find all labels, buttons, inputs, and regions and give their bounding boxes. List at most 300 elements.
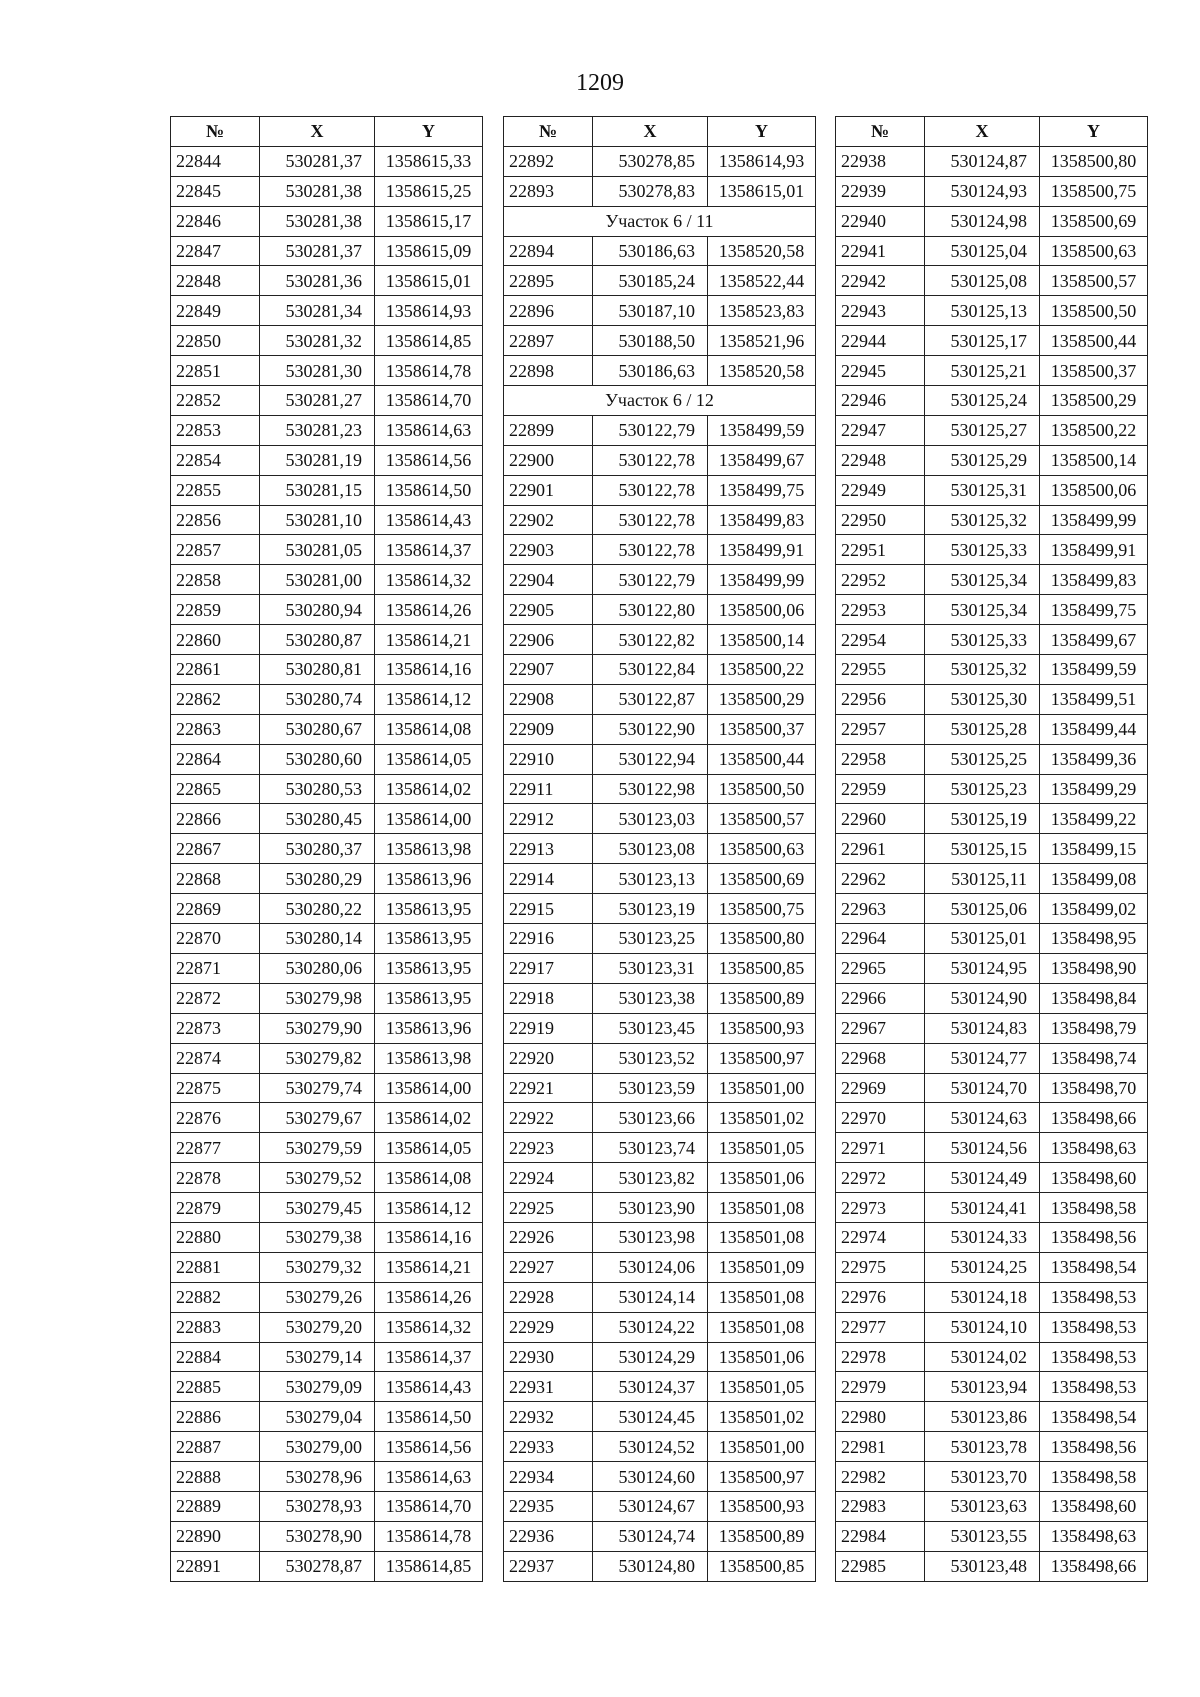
point-number-cell: 22862 <box>171 684 260 714</box>
table-row <box>504 625 816 655</box>
point-number-cell: 22878 <box>171 1163 260 1193</box>
x-coordinate-cell: 530124,14 <box>593 1282 708 1312</box>
point-number-cell: 22924 <box>504 1163 593 1193</box>
y-coordinate-cell: 1358498,54 <box>1040 1252 1148 1282</box>
y-coordinate-cell: 1358500,37 <box>708 714 816 744</box>
table-row <box>836 1372 1148 1402</box>
table-row <box>836 1222 1148 1252</box>
table-row <box>504 326 816 356</box>
y-coordinate-cell: 1358614,32 <box>375 565 483 595</box>
x-coordinate-cell: 530124,74 <box>593 1521 708 1551</box>
table-row <box>504 864 816 894</box>
y-coordinate-cell: 1358614,85 <box>375 326 483 356</box>
y-coordinate-cell: 1358500,14 <box>708 625 816 655</box>
y-coordinate-cell: 1358500,57 <box>1040 266 1148 296</box>
x-coordinate-cell: 530125,34 <box>925 565 1040 595</box>
point-number-cell: 22979 <box>836 1372 925 1402</box>
x-coordinate-cell: 530124,49 <box>925 1163 1040 1193</box>
column-header-number: № <box>171 117 260 147</box>
x-coordinate-cell: 530122,79 <box>593 415 708 445</box>
x-coordinate-cell: 530124,02 <box>925 1342 1040 1372</box>
x-coordinate-cell: 530280,22 <box>260 894 375 924</box>
point-number-cell: 22964 <box>836 924 925 954</box>
point-number-cell: 22900 <box>504 445 593 475</box>
table-row <box>836 1133 1148 1163</box>
point-number-cell: 22931 <box>504 1372 593 1402</box>
y-coordinate-cell: 1358498,60 <box>1040 1163 1148 1193</box>
y-coordinate-cell: 1358614,37 <box>375 1342 483 1372</box>
y-coordinate-cell: 1358500,75 <box>1040 176 1148 206</box>
y-coordinate-cell: 1358501,00 <box>708 1432 816 1462</box>
y-coordinate-cell: 1358500,22 <box>1040 415 1148 445</box>
table-row <box>504 1282 816 1312</box>
point-number-cell: 22957 <box>836 714 925 744</box>
x-coordinate-cell: 530281,30 <box>260 356 375 386</box>
table-row <box>504 744 816 774</box>
point-number-cell: 22938 <box>836 146 925 176</box>
point-number-cell: 22932 <box>504 1402 593 1432</box>
x-coordinate-cell: 530124,77 <box>925 1043 1040 1073</box>
table-row <box>504 1043 816 1073</box>
point-number-cell: 22943 <box>836 296 925 326</box>
point-number-cell: 22978 <box>836 1342 925 1372</box>
x-coordinate-cell: 530124,41 <box>925 1193 1040 1223</box>
y-coordinate-cell: 1358614,93 <box>375 296 483 326</box>
y-coordinate-cell: 1358498,54 <box>1040 1402 1148 1432</box>
table-row <box>171 804 483 834</box>
y-coordinate-cell: 1358500,06 <box>708 595 816 625</box>
table-row <box>836 1073 1148 1103</box>
x-coordinate-cell: 530125,31 <box>925 475 1040 505</box>
point-number-cell: 22868 <box>171 864 260 894</box>
table-row <box>836 1342 1148 1372</box>
y-coordinate-cell: 1358614,93 <box>708 146 816 176</box>
x-coordinate-cell: 530123,55 <box>925 1521 1040 1551</box>
y-coordinate-cell: 1358500,93 <box>708 1491 816 1521</box>
column-header-y: Y <box>1040 117 1148 147</box>
point-number-cell: 22966 <box>836 983 925 1013</box>
y-coordinate-cell: 1358615,01 <box>708 176 816 206</box>
point-number-cell: 22877 <box>171 1133 260 1163</box>
x-coordinate-cell: 530125,23 <box>925 774 1040 804</box>
table-row <box>836 1462 1148 1492</box>
y-coordinate-cell: 1358501,02 <box>708 1402 816 1432</box>
table-row <box>171 983 483 1013</box>
point-number-cell: 22855 <box>171 475 260 505</box>
y-coordinate-cell: 1358614,16 <box>375 1222 483 1252</box>
point-number-cell: 22941 <box>836 236 925 266</box>
table-row <box>171 1103 483 1133</box>
point-number-cell: 22896 <box>504 296 593 326</box>
point-number-cell: 22875 <box>171 1073 260 1103</box>
x-coordinate-cell: 530124,67 <box>593 1491 708 1521</box>
x-coordinate-cell: 530123,82 <box>593 1163 708 1193</box>
section-title: Участок 6 / 11 <box>504 206 816 236</box>
y-coordinate-cell: 1358614,50 <box>375 1402 483 1432</box>
table-row <box>836 804 1148 834</box>
point-number-cell: 22870 <box>171 924 260 954</box>
point-number-cell: 22879 <box>171 1193 260 1223</box>
point-number-cell: 22905 <box>504 595 593 625</box>
y-coordinate-cell: 1358614,63 <box>375 415 483 445</box>
table-row <box>171 565 483 595</box>
y-coordinate-cell: 1358500,89 <box>708 1521 816 1551</box>
point-number-cell: 22950 <box>836 505 925 535</box>
point-number-cell: 22859 <box>171 595 260 625</box>
table-row <box>504 535 816 565</box>
y-coordinate-cell: 1358615,09 <box>375 236 483 266</box>
y-coordinate-cell: 1358500,06 <box>1040 475 1148 505</box>
x-coordinate-cell: 530124,80 <box>593 1551 708 1581</box>
point-number-cell: 22963 <box>836 894 925 924</box>
x-coordinate-cell: 530123,90 <box>593 1193 708 1223</box>
y-coordinate-cell: 1358499,22 <box>1040 804 1148 834</box>
table-row <box>504 236 816 266</box>
table-row <box>504 1013 816 1043</box>
y-coordinate-cell: 1358523,83 <box>708 296 816 326</box>
y-coordinate-cell: 1358500,80 <box>708 924 816 954</box>
point-number-cell: 22935 <box>504 1491 593 1521</box>
table-row <box>171 1432 483 1462</box>
point-number-cell: 22919 <box>504 1013 593 1043</box>
table-row <box>171 1013 483 1043</box>
table-row <box>836 1103 1148 1133</box>
y-coordinate-cell: 1358614,12 <box>375 1193 483 1223</box>
point-number-cell: 22922 <box>504 1103 593 1133</box>
y-coordinate-cell: 1358501,08 <box>708 1193 816 1223</box>
point-number-cell: 22899 <box>504 415 593 445</box>
y-coordinate-cell: 1358499,75 <box>708 475 816 505</box>
table-row <box>504 804 816 834</box>
x-coordinate-cell: 530278,93 <box>260 1491 375 1521</box>
y-coordinate-cell: 1358520,58 <box>708 236 816 266</box>
y-coordinate-cell: 1358500,44 <box>708 744 816 774</box>
y-coordinate-cell: 1358614,43 <box>375 505 483 535</box>
x-coordinate-cell: 530123,98 <box>593 1222 708 1252</box>
x-coordinate-cell: 530281,05 <box>260 535 375 565</box>
y-coordinate-cell: 1358500,29 <box>1040 386 1148 416</box>
x-coordinate-cell: 530124,93 <box>925 176 1040 206</box>
table-row <box>836 1432 1148 1462</box>
y-coordinate-cell: 1358500,80 <box>1040 146 1148 176</box>
point-number-cell: 22939 <box>836 176 925 206</box>
point-number-cell: 22976 <box>836 1282 925 1312</box>
y-coordinate-cell: 1358499,99 <box>1040 505 1148 535</box>
x-coordinate-cell: 530125,32 <box>925 655 1040 685</box>
table-row <box>504 1133 816 1163</box>
x-coordinate-cell: 530279,00 <box>260 1432 375 1462</box>
x-coordinate-cell: 530279,38 <box>260 1222 375 1252</box>
y-coordinate-cell: 1358500,93 <box>708 1013 816 1043</box>
y-coordinate-cell: 1358498,53 <box>1040 1342 1148 1372</box>
y-coordinate-cell: 1358614,63 <box>375 1462 483 1492</box>
y-coordinate-cell: 1358613,96 <box>375 864 483 894</box>
x-coordinate-cell: 530125,24 <box>925 386 1040 416</box>
table-row <box>836 834 1148 864</box>
x-coordinate-cell: 530280,74 <box>260 684 375 714</box>
table-row <box>836 386 1148 416</box>
x-coordinate-cell: 530280,60 <box>260 744 375 774</box>
y-coordinate-cell: 1358498,58 <box>1040 1193 1148 1223</box>
y-coordinate-cell: 1358498,56 <box>1040 1432 1148 1462</box>
y-coordinate-cell: 1358499,91 <box>1040 535 1148 565</box>
y-coordinate-cell: 1358500,69 <box>708 864 816 894</box>
y-coordinate-cell: 1358614,21 <box>375 625 483 655</box>
coordinates-table-2 <box>503 116 816 1582</box>
point-number-cell: 22895 <box>504 266 593 296</box>
table-row <box>504 475 816 505</box>
point-number-cell: 22947 <box>836 415 925 445</box>
x-coordinate-cell: 530280,67 <box>260 714 375 744</box>
point-number-cell: 22956 <box>836 684 925 714</box>
column-header-x: X <box>593 117 708 147</box>
section-row <box>504 206 816 236</box>
y-coordinate-cell: 1358499,59 <box>708 415 816 445</box>
table-row <box>504 146 816 176</box>
x-coordinate-cell: 530279,82 <box>260 1043 375 1073</box>
x-coordinate-cell: 530125,17 <box>925 326 1040 356</box>
point-number-cell: 22893 <box>504 176 593 206</box>
point-number-cell: 22858 <box>171 565 260 595</box>
y-coordinate-cell: 1358615,33 <box>375 146 483 176</box>
y-coordinate-cell: 1358498,53 <box>1040 1282 1148 1312</box>
table-row <box>836 864 1148 894</box>
y-coordinate-cell: 1358500,97 <box>708 1462 816 1492</box>
table-row <box>171 535 483 565</box>
table-row <box>504 1551 816 1581</box>
point-number-cell: 22968 <box>836 1043 925 1073</box>
table-row <box>171 924 483 954</box>
y-coordinate-cell: 1358501,05 <box>708 1372 816 1402</box>
x-coordinate-cell: 530281,10 <box>260 505 375 535</box>
table-row <box>171 1163 483 1193</box>
y-coordinate-cell: 1358500,44 <box>1040 326 1148 356</box>
y-coordinate-cell: 1358614,12 <box>375 684 483 714</box>
x-coordinate-cell: 530122,78 <box>593 505 708 535</box>
table-row <box>504 983 816 1013</box>
x-coordinate-cell: 530124,45 <box>593 1402 708 1432</box>
x-coordinate-cell: 530124,25 <box>925 1252 1040 1282</box>
x-coordinate-cell: 530279,45 <box>260 1193 375 1223</box>
table-row <box>836 1163 1148 1193</box>
table-row <box>836 445 1148 475</box>
table-row <box>504 1342 816 1372</box>
y-coordinate-cell: 1358613,98 <box>375 1043 483 1073</box>
x-coordinate-cell: 530125,34 <box>925 595 1040 625</box>
y-coordinate-cell: 1358614,78 <box>375 356 483 386</box>
table-row <box>504 924 816 954</box>
x-coordinate-cell: 530124,29 <box>593 1342 708 1372</box>
table-row <box>836 744 1148 774</box>
table-row <box>836 356 1148 386</box>
table-row <box>836 326 1148 356</box>
y-coordinate-cell: 1358613,95 <box>375 894 483 924</box>
x-coordinate-cell: 530124,52 <box>593 1432 708 1462</box>
table-row <box>171 834 483 864</box>
point-number-cell: 22927 <box>504 1252 593 1282</box>
point-number-cell: 22913 <box>504 834 593 864</box>
table-row <box>836 505 1148 535</box>
table-row <box>836 565 1148 595</box>
table-row <box>171 296 483 326</box>
x-coordinate-cell: 530281,27 <box>260 386 375 416</box>
y-coordinate-cell: 1358615,17 <box>375 206 483 236</box>
x-coordinate-cell: 530124,90 <box>925 983 1040 1013</box>
point-number-cell: 22915 <box>504 894 593 924</box>
table-row <box>171 1551 483 1581</box>
y-coordinate-cell: 1358520,58 <box>708 356 816 386</box>
point-number-cell: 22912 <box>504 804 593 834</box>
x-coordinate-cell: 530281,34 <box>260 296 375 326</box>
point-number-cell: 22962 <box>836 864 925 894</box>
y-coordinate-cell: 1358500,75 <box>708 894 816 924</box>
y-coordinate-cell: 1358500,63 <box>708 834 816 864</box>
x-coordinate-cell: 530124,06 <box>593 1252 708 1282</box>
x-coordinate-cell: 530124,56 <box>925 1133 1040 1163</box>
y-coordinate-cell: 1358614,21 <box>375 1252 483 1282</box>
y-coordinate-cell: 1358499,51 <box>1040 684 1148 714</box>
table-row <box>836 983 1148 1013</box>
point-number-cell: 22898 <box>504 356 593 386</box>
table-row <box>171 1282 483 1312</box>
x-coordinate-cell: 530124,98 <box>925 206 1040 236</box>
column-header-number: № <box>836 117 925 147</box>
y-coordinate-cell: 1358614,05 <box>375 744 483 774</box>
point-number-cell: 22948 <box>836 445 925 475</box>
point-number-cell: 22952 <box>836 565 925 595</box>
y-coordinate-cell: 1358614,08 <box>375 714 483 744</box>
x-coordinate-cell: 530124,33 <box>925 1222 1040 1252</box>
table-row <box>504 1163 816 1193</box>
y-coordinate-cell: 1358499,29 <box>1040 774 1148 804</box>
x-coordinate-cell: 530281,23 <box>260 415 375 445</box>
column-header-y: Y <box>375 117 483 147</box>
x-coordinate-cell: 530123,63 <box>925 1491 1040 1521</box>
x-coordinate-cell: 530123,59 <box>593 1073 708 1103</box>
x-coordinate-cell: 530123,45 <box>593 1013 708 1043</box>
y-coordinate-cell: 1358522,44 <box>708 266 816 296</box>
point-number-cell: 22983 <box>836 1491 925 1521</box>
point-number-cell: 22926 <box>504 1222 593 1252</box>
table-row <box>171 386 483 416</box>
y-coordinate-cell: 1358614,02 <box>375 1103 483 1133</box>
y-coordinate-cell: 1358501,06 <box>708 1163 816 1193</box>
point-number-cell: 22971 <box>836 1133 925 1163</box>
column-header-y: Y <box>708 117 816 147</box>
y-coordinate-cell: 1358615,01 <box>375 266 483 296</box>
table-row <box>171 595 483 625</box>
x-coordinate-cell: 530123,48 <box>925 1551 1040 1581</box>
table-row <box>836 1013 1148 1043</box>
x-coordinate-cell: 530125,32 <box>925 505 1040 535</box>
x-coordinate-cell: 530278,87 <box>260 1551 375 1581</box>
point-number-cell: 22949 <box>836 475 925 505</box>
x-coordinate-cell: 530122,82 <box>593 625 708 655</box>
y-coordinate-cell: 1358499,67 <box>1040 625 1148 655</box>
x-coordinate-cell: 530125,06 <box>925 894 1040 924</box>
point-number-cell: 22880 <box>171 1222 260 1252</box>
x-coordinate-cell: 530125,11 <box>925 864 1040 894</box>
table-row <box>504 714 816 744</box>
point-number-cell: 22910 <box>504 744 593 774</box>
x-coordinate-cell: 530280,87 <box>260 625 375 655</box>
x-coordinate-cell: 530123,13 <box>593 864 708 894</box>
point-number-cell: 22845 <box>171 176 260 206</box>
point-number-cell: 22909 <box>504 714 593 744</box>
point-number-cell: 22864 <box>171 744 260 774</box>
x-coordinate-cell: 530281,36 <box>260 266 375 296</box>
table-row <box>836 953 1148 983</box>
point-number-cell: 22946 <box>836 386 925 416</box>
point-number-cell: 22940 <box>836 206 925 236</box>
x-coordinate-cell: 530125,29 <box>925 445 1040 475</box>
table-row <box>836 655 1148 685</box>
x-coordinate-cell: 530124,10 <box>925 1312 1040 1342</box>
y-coordinate-cell: 1358499,08 <box>1040 864 1148 894</box>
y-coordinate-cell: 1358614,85 <box>375 1551 483 1581</box>
table-row <box>504 505 816 535</box>
table-row <box>836 266 1148 296</box>
x-coordinate-cell: 530122,78 <box>593 445 708 475</box>
y-coordinate-cell: 1358613,95 <box>375 953 483 983</box>
point-number-cell: 22918 <box>504 983 593 1013</box>
y-coordinate-cell: 1358614,50 <box>375 475 483 505</box>
y-coordinate-cell: 1358500,97 <box>708 1043 816 1073</box>
x-coordinate-cell: 530280,37 <box>260 834 375 864</box>
table-row <box>504 953 816 983</box>
x-coordinate-cell: 530122,98 <box>593 774 708 804</box>
point-number-cell: 22897 <box>504 326 593 356</box>
x-coordinate-cell: 530123,86 <box>925 1402 1040 1432</box>
table-row <box>171 684 483 714</box>
point-number-cell: 22970 <box>836 1103 925 1133</box>
table-row <box>836 774 1148 804</box>
y-coordinate-cell: 1358613,98 <box>375 834 483 864</box>
x-coordinate-cell: 530278,96 <box>260 1462 375 1492</box>
y-coordinate-cell: 1358499,15 <box>1040 834 1148 864</box>
y-coordinate-cell: 1358500,37 <box>1040 356 1148 386</box>
table-row <box>504 894 816 924</box>
point-number-cell: 22847 <box>171 236 260 266</box>
y-coordinate-cell: 1358498,66 <box>1040 1103 1148 1133</box>
x-coordinate-cell: 530125,04 <box>925 236 1040 266</box>
x-coordinate-cell: 530125,27 <box>925 415 1040 445</box>
x-coordinate-cell: 530122,94 <box>593 744 708 774</box>
x-coordinate-cell: 530124,83 <box>925 1013 1040 1043</box>
table-row <box>171 326 483 356</box>
point-number-cell: 22960 <box>836 804 925 834</box>
point-number-cell: 22882 <box>171 1282 260 1312</box>
table-row <box>836 1312 1148 1342</box>
y-coordinate-cell: 1358500,69 <box>1040 206 1148 236</box>
point-number-cell: 22903 <box>504 535 593 565</box>
x-coordinate-cell: 530281,15 <box>260 475 375 505</box>
y-coordinate-cell: 1358501,06 <box>708 1342 816 1372</box>
coordinates-table-1 <box>170 116 483 1582</box>
table-row <box>836 625 1148 655</box>
table-row <box>171 1312 483 1342</box>
point-number-cell: 22916 <box>504 924 593 954</box>
table-row <box>171 714 483 744</box>
table-row <box>504 1252 816 1282</box>
table-row <box>171 1491 483 1521</box>
y-coordinate-cell: 1358613,96 <box>375 1013 483 1043</box>
point-number-cell: 22885 <box>171 1372 260 1402</box>
table-row <box>504 1462 816 1492</box>
x-coordinate-cell: 530280,94 <box>260 595 375 625</box>
table-row <box>171 266 483 296</box>
x-coordinate-cell: 530124,60 <box>593 1462 708 1492</box>
